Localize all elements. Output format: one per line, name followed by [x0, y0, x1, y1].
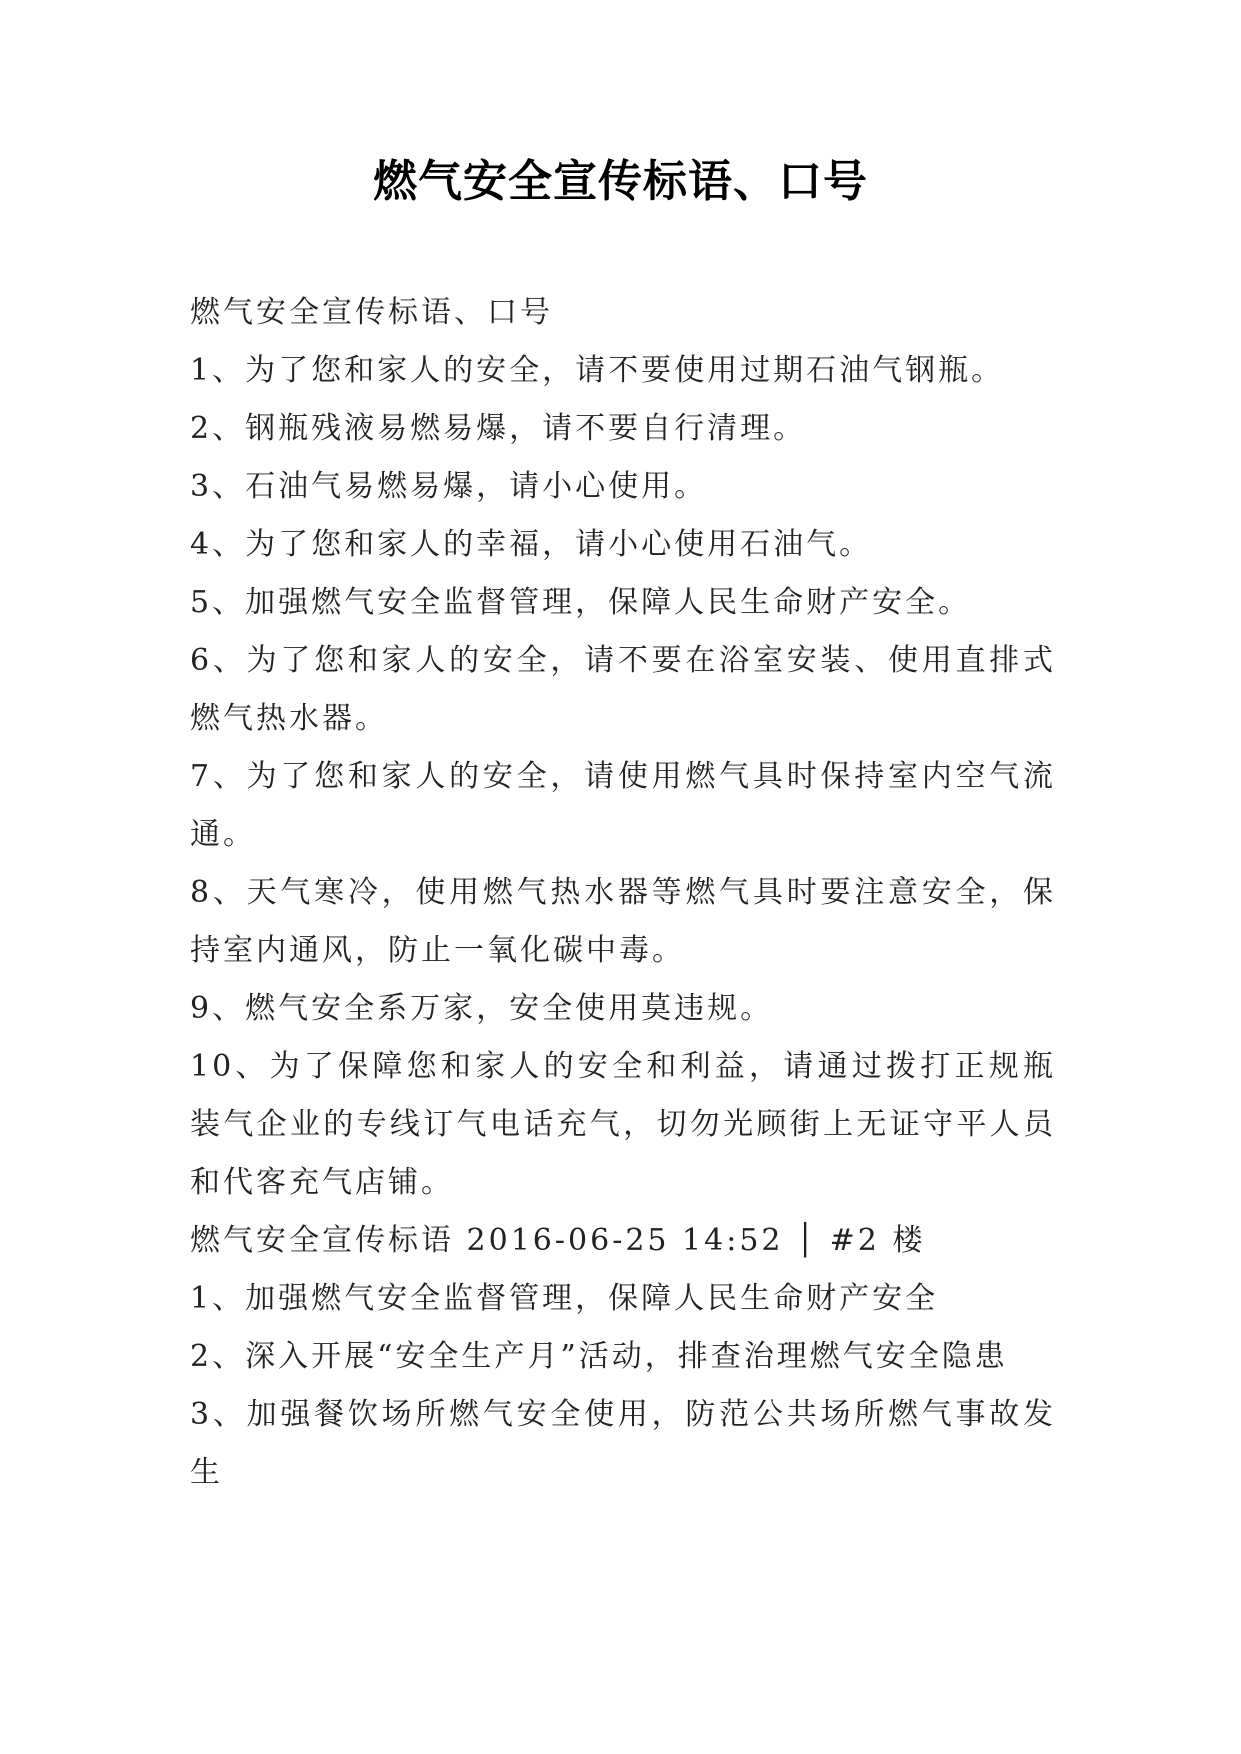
- post-meta-line: 燃气安全宣传标语 2016-06-25 14:52 │ #2 楼: [190, 1223, 926, 1258]
- paragraph: 3、石油气易燃易爆，请小心使用。: [190, 469, 708, 504]
- document-body: [190, 284, 1056, 1502]
- paragraph: 5、加强燃气安全监督管理，保障人民生命财产安全。: [190, 585, 972, 620]
- paragraph: 1、为了您和家人的安全，请不要使用过期石油气钢瓶。: [190, 353, 1005, 388]
- paragraph: 6、为了您和家人的安全，请不要在浴室安装、使用直排式燃气热水器。: [190, 643, 1056, 736]
- paragraph: 10、为了保障您和家人的安全和利益，请通过拨打正规瓶装气企业的专线订气电话充气，切勿光顾街上无证守平人员和代客充气店铺。: [190, 1049, 1056, 1200]
- paragraph: 4、为了您和家人的幸福，请小心使用石油气。: [190, 527, 873, 562]
- paragraph: 2、钢瓶残液易燃易爆，请不要自行清理。: [190, 411, 807, 446]
- paragraph: 1、加强燃气安全监督管理，保障人民生命财产安全: [190, 1281, 939, 1316]
- paragraph: 3、加强餐饮场所燃气安全使用，防范公共场所燃气事故发生: [190, 1397, 1056, 1490]
- paragraph: 8、天气寒冷，使用燃气热水器等燃气具时要注意安全，保持室内通风，防止一氧化碳中毒。: [190, 875, 1056, 968]
- document-subtitle: 燃气安全宣传标语、口号: [190, 295, 553, 330]
- paragraph: 2、深入开展“安全生产月”活动，排查治理燃气安全隐患: [190, 1339, 1008, 1374]
- paragraph: 9、燃气安全系万家，安全使用莫违规。: [190, 991, 774, 1026]
- document-title: 燃气安全宣传标语、口号: [373, 156, 868, 207]
- paragraph: 7、为了您和家人的安全，请使用燃气具时保持室内空气流通。: [190, 759, 1056, 852]
